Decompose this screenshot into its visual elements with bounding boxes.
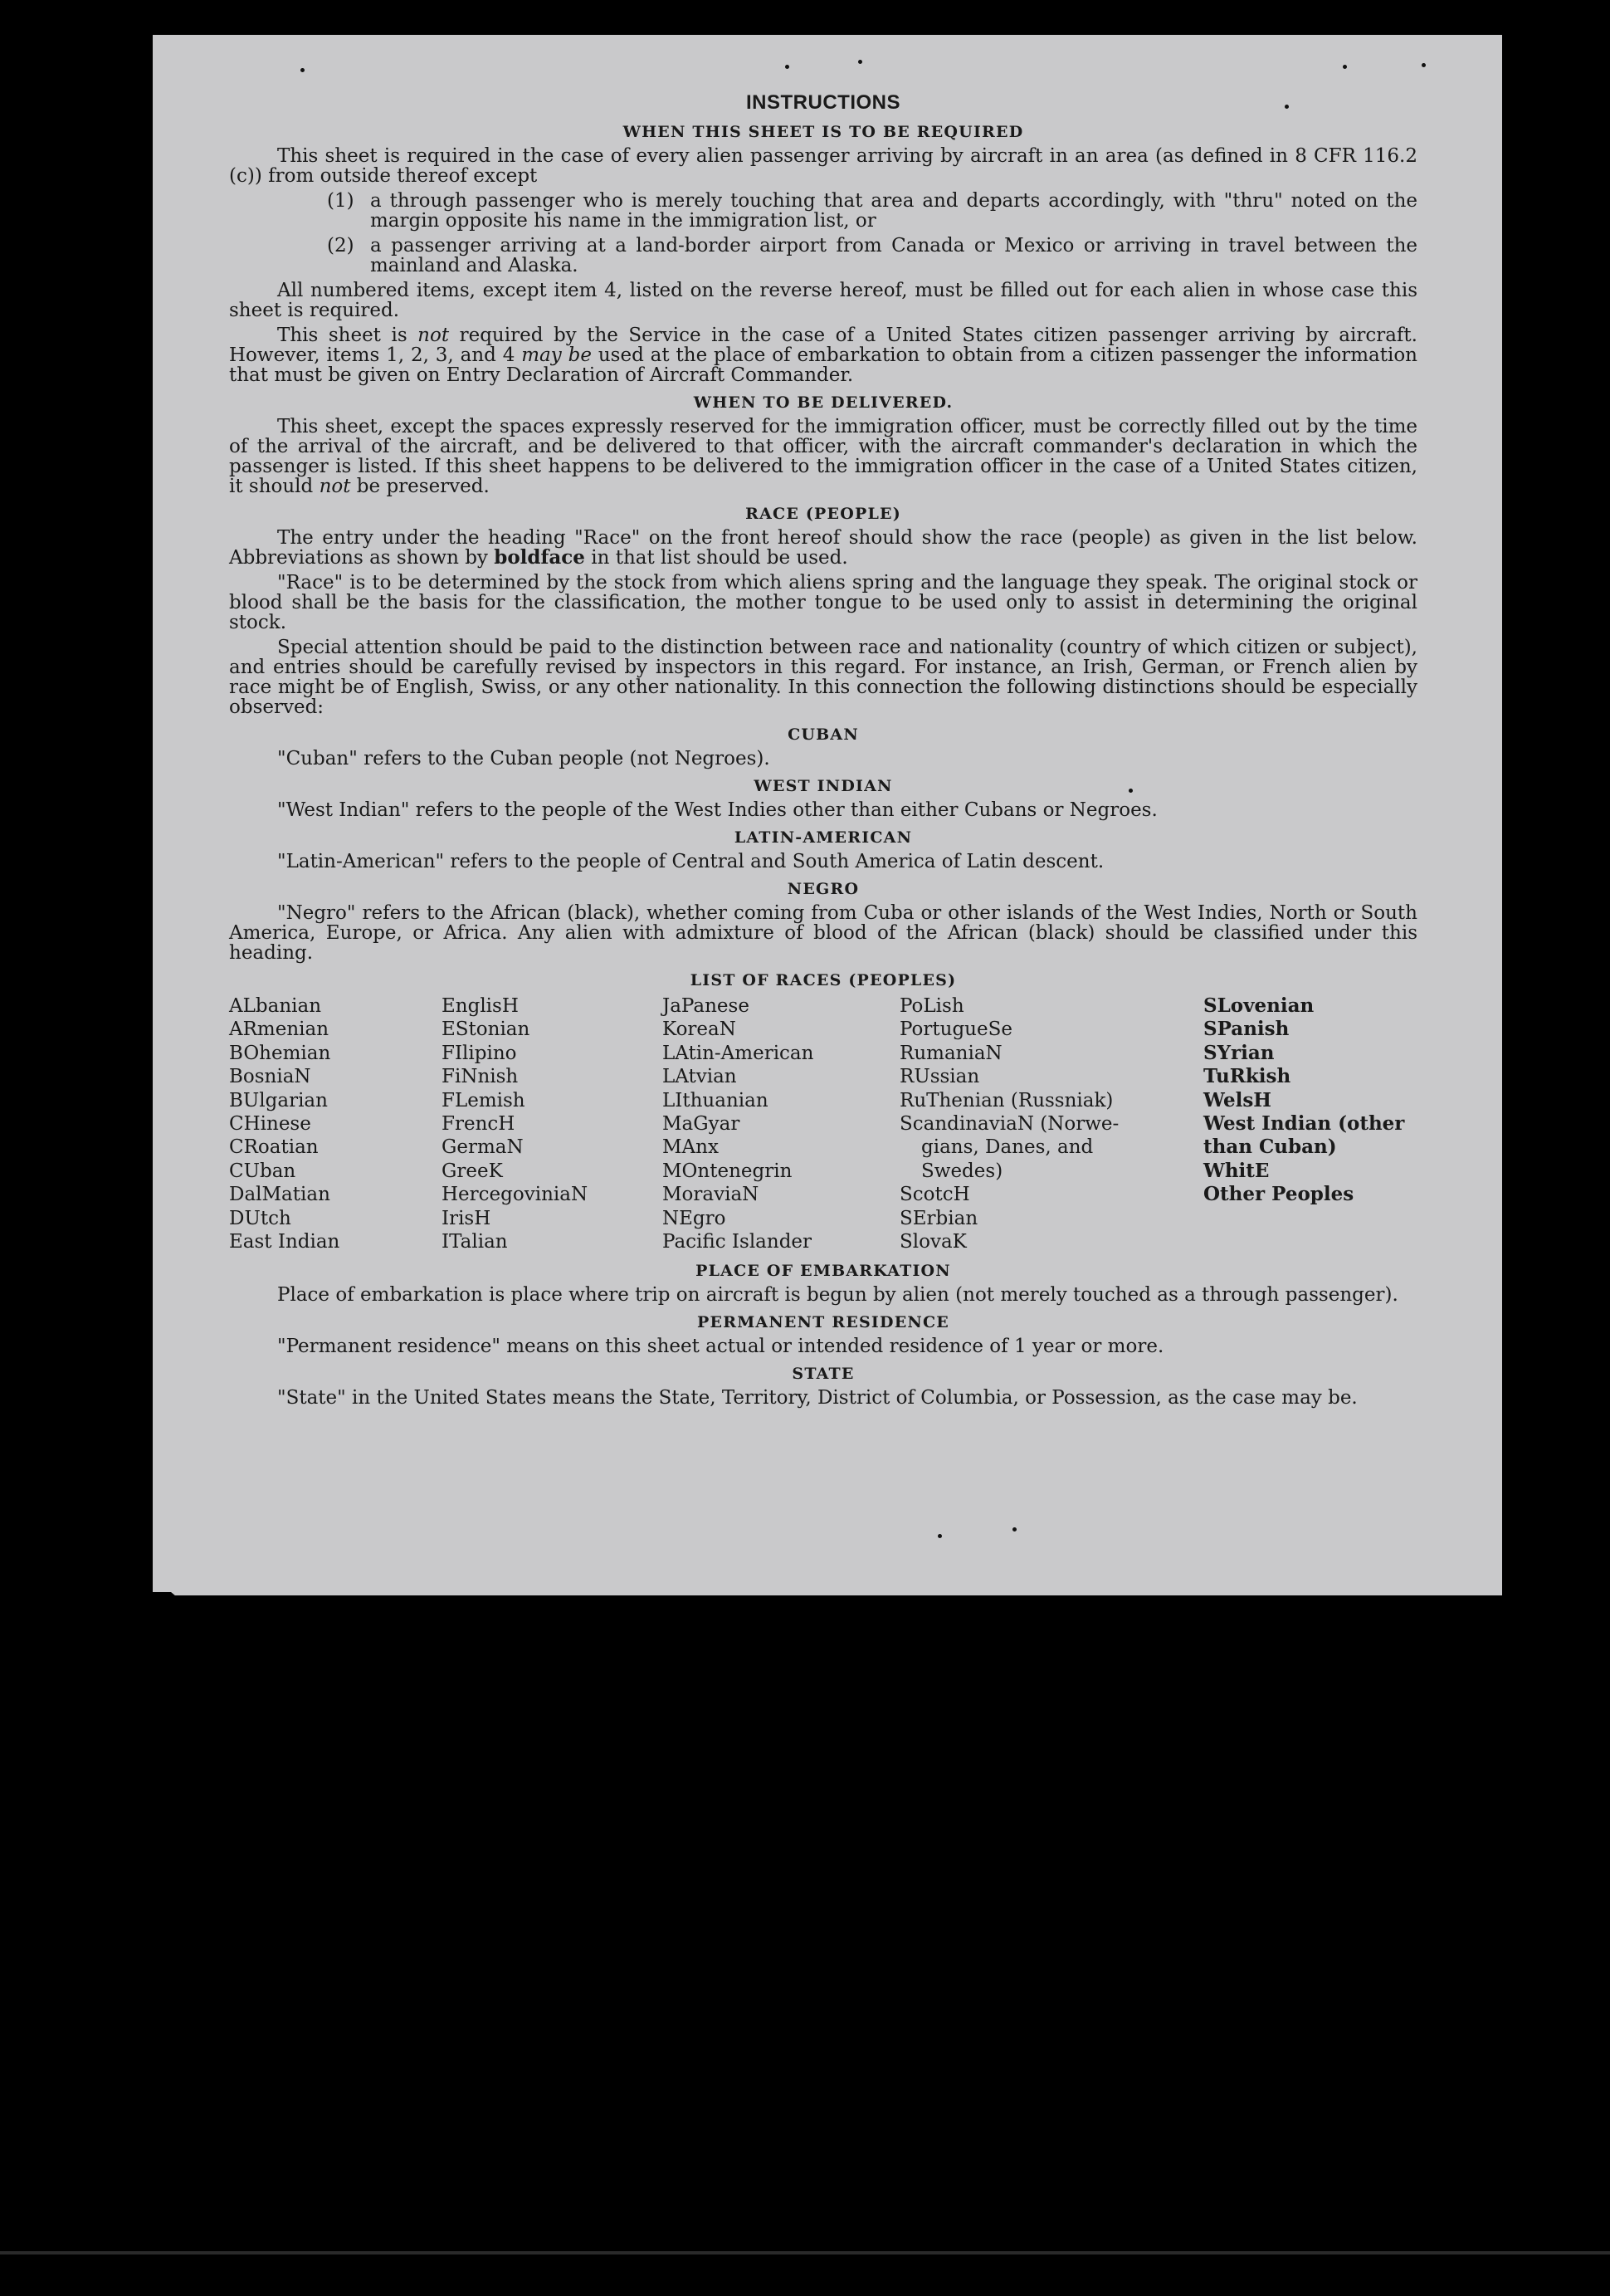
race-column xyxy=(442,994,662,1253)
race-entry: CRoatian xyxy=(229,1136,319,1159)
speck xyxy=(938,1534,942,1538)
race-entry: West Indian (other xyxy=(1203,1112,1405,1136)
race-entry: DalMatian xyxy=(229,1184,330,1206)
page-title: INSTRUCTIONS xyxy=(746,91,900,114)
race-column xyxy=(229,994,442,1253)
race-entry: Pacific Islander xyxy=(662,1231,812,1253)
section-heading: PLACE OF EMBARKATION xyxy=(695,1262,951,1281)
text-run: required by the Service in the case of a United States citizen passenger arriving by aircraft. However, items 1, 2, 3, and 4 xyxy=(229,325,1417,366)
race-entry: IrisH xyxy=(442,1207,491,1229)
paragraph: "Race" is to be determined by the stock from which aliens spring and the language they speak. The original stock or blood shall be the basis for the classification, the mother tongue to be used only to assist in determining the original stock. xyxy=(229,572,1417,633)
race-entry: BosniaN xyxy=(229,1066,311,1088)
section-heading: PERMANENT RESIDENCE xyxy=(697,1313,949,1332)
race-entry: PoLish xyxy=(900,995,964,1017)
paragraph: Place of embarkation is place where trip on aircraft is begun by alien (not merely touched as a through passenger). xyxy=(277,1284,1398,1307)
race-entry: East Indian xyxy=(229,1231,340,1253)
section-heading: NEGRO xyxy=(787,880,860,898)
speck xyxy=(300,68,305,72)
race-entry: DUtch xyxy=(229,1207,291,1229)
section-heading: LIST OF RACES (PEOPLES) xyxy=(690,971,957,989)
race-entry: RUssian xyxy=(900,1066,980,1088)
race-list xyxy=(229,994,1417,1253)
race-entry: CUban xyxy=(229,1160,296,1182)
race-entry: FiNnish xyxy=(442,1066,519,1088)
section-heading: STATE xyxy=(792,1365,855,1384)
section-heading: WHEN THIS SHEET IS TO BE REQUIRED xyxy=(622,123,1024,141)
race-entry: MaGyar xyxy=(662,1113,740,1136)
text-run: This sheet, except the spaces expressly reserved for the immigration officer, must be correctly filled out by the time of the arrival of the aircraft, and be delivered to that officer, with the aircraft commander's declaration in which the passenger is listed. If this sheet happens to be delivered to the immigration officer in the case of a United States citizen, it should xyxy=(229,416,1417,497)
race-entry: SLovenian xyxy=(1203,994,1315,1017)
speck xyxy=(1285,105,1289,109)
item-text: a passenger arriving at a land-border airport from Canada or Mexico or arriving in travel between the mainland and Alaska. xyxy=(370,235,1417,276)
race-entry: KoreaN xyxy=(662,1019,736,1041)
race-entry: Other Peoples xyxy=(1203,1183,1354,1206)
race-entry: Swedes) xyxy=(921,1160,1003,1182)
race-entry: SYrian xyxy=(1203,1041,1275,1064)
text-run: used at the place of embarkation to obtain from a citizen passenger the information that must be given on Entry Declaration of Aircraft Commander. xyxy=(229,344,1417,386)
race-entry: FrencH xyxy=(442,1113,515,1136)
text-run: The entry under the heading "Race" on the front hereof should show the race (people) as given in the list below. Abbreviations as shown by xyxy=(229,527,1417,569)
race-entry: SlovaK xyxy=(900,1231,967,1253)
speck xyxy=(785,65,789,69)
list-item xyxy=(229,191,1417,231)
scan-streak xyxy=(0,2251,1610,2254)
race-entry: RumaniaN xyxy=(900,1042,1003,1064)
race-column xyxy=(662,994,900,1253)
item-number: (2) xyxy=(327,235,354,256)
race-entry: EStonian xyxy=(442,1019,530,1041)
race-entry: than Cuban) xyxy=(1203,1136,1337,1159)
paragraph: "West Indian" refers to the people of the West Indies other than either Cubans or Negroes. xyxy=(277,799,1158,821)
text-run: in that list should be used. xyxy=(584,547,848,569)
race-entry: GermaN xyxy=(442,1136,524,1159)
emphasis: may be xyxy=(521,344,592,366)
race-entry: ScotcH xyxy=(900,1184,970,1206)
speck xyxy=(1129,789,1133,793)
race-entry: MoraviaN xyxy=(662,1184,759,1206)
paragraph xyxy=(229,528,1417,568)
paragraph: "Cuban" refers to the Cuban people (not Negroes). xyxy=(277,748,770,769)
instruction-sheet xyxy=(153,35,1502,1595)
race-entry: ARmenian xyxy=(229,1019,329,1041)
race-entry: SErbian xyxy=(900,1207,978,1229)
race-entry: WelsH xyxy=(1203,1088,1272,1111)
race-entry: CHinese xyxy=(229,1113,311,1136)
race-entry: WhitE xyxy=(1203,1159,1270,1182)
race-entry: LIthuanian xyxy=(662,1089,768,1111)
race-entry: gians, Danes, and xyxy=(921,1136,1094,1159)
race-column xyxy=(900,994,1203,1253)
text-run: be preserved. xyxy=(350,476,490,497)
race-entry: FIlipino xyxy=(442,1042,517,1064)
race-entry: MAnx xyxy=(662,1136,719,1159)
race-entry: ScandinaviaN (Norwe- xyxy=(900,1113,1120,1136)
paragraph xyxy=(229,417,1417,496)
list-item xyxy=(229,236,1417,276)
race-entry: LAtvian xyxy=(662,1066,737,1088)
item-number: (1) xyxy=(327,190,354,212)
race-entry: LAtin-American xyxy=(662,1042,814,1064)
item-text: a through passenger who is merely touching that area and departs accordingly, with "thru" noted on the margin opposite his name in the immigration list, or xyxy=(370,190,1417,232)
race-entry: TuRkish xyxy=(1203,1065,1291,1088)
section-heading: LATIN-AMERICAN xyxy=(734,828,913,847)
paragraph: Special attention should be paid to the distinction between race and nationality (country of which citizen or subject), and entries should be carefully revised by inspectors in this regard. For instance, an Irish, German, or French alien by race might be of English, Swiss, or any other nationality. In this connection the following distinctions should be especially observed: xyxy=(229,637,1417,718)
paragraph: All numbered items, except item 4, listed on the reverse hereof, must be filled out for each alien in whose case this sheet is required. xyxy=(229,280,1417,321)
paragraph: This sheet is required in the case of every alien passenger arriving by aircraft in an area (as defined in 8 CFR 116.2 (c)) from outside thereof except xyxy=(229,145,1417,187)
race-entry: FLemish xyxy=(442,1089,525,1111)
race-entry: SPanish xyxy=(1203,1018,1290,1041)
race-entry: NEgro xyxy=(662,1207,726,1229)
section-heading: WEST INDIAN xyxy=(754,777,893,795)
race-entry: HercegoviniaN xyxy=(442,1184,588,1206)
race-entry: ITalian xyxy=(442,1231,508,1253)
bold-run: boldface xyxy=(494,546,585,569)
race-entry: GreeK xyxy=(442,1160,503,1182)
section-heading: CUBAN xyxy=(788,725,859,744)
paragraph: "Latin-American" refers to the people of Central and South America of Latin descent. xyxy=(277,851,1105,872)
speck xyxy=(858,60,862,64)
race-entry: BUlgarian xyxy=(229,1089,328,1111)
race-entry: BOhemian xyxy=(229,1042,331,1064)
speck xyxy=(1343,65,1347,69)
race-entry: MOntenegrin xyxy=(662,1160,793,1182)
speck xyxy=(1422,63,1426,67)
race-column xyxy=(1203,994,1427,1253)
race-entry: RuThenian (Russniak) xyxy=(900,1089,1114,1111)
race-entry: ALbanian xyxy=(229,995,322,1017)
race-entry: EnglisH xyxy=(442,995,519,1017)
paragraph: "State" in the United States means the State, Territory, District of Columbia, or Possession, as the case may be. xyxy=(277,1387,1358,1409)
emphasis: not xyxy=(319,476,351,497)
paragraph xyxy=(229,325,1417,385)
section-heading: RACE (PEOPLE) xyxy=(745,505,901,523)
race-entry: JaPanese xyxy=(662,995,749,1017)
text-run: This sheet is xyxy=(277,325,418,346)
paragraph: "Permanent residence" means on this sheet actual or intended residence of 1 year or more. xyxy=(277,1336,1164,1358)
section-heading: WHEN TO BE DELIVERED. xyxy=(693,393,954,412)
race-entry: PortugueSe xyxy=(900,1019,1012,1041)
emphasis: not xyxy=(417,325,450,346)
paragraph: "Negro" refers to the African (black), whether coming from Cuba or other islands of the West Indies, North or South America, Europe, or Africa. Any alien with admixture of blood of the African (black) should be classified under this heading. xyxy=(229,902,1417,964)
speck xyxy=(1012,1527,1017,1531)
